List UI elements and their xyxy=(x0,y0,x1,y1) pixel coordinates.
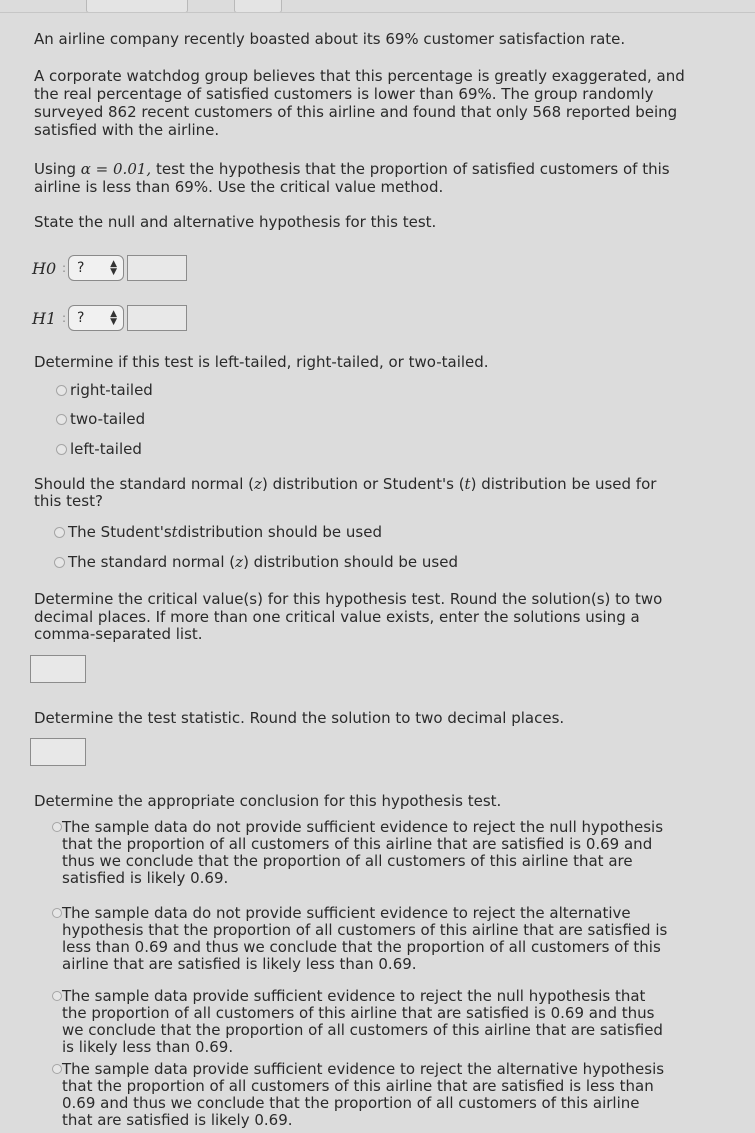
problem-intro: An airline company recently boasted about its 69% customer satisfaction rate. xyxy=(34,30,626,48)
h1-select-value: ? xyxy=(77,310,85,326)
radio-circle-icon[interactable] xyxy=(56,385,67,396)
test-statistic-prompt: Determine the test statistic. Round the solution to two decimal places. xyxy=(34,709,565,727)
using-rest: test the hypothesis that the proportion of satisfied customers of this xyxy=(151,160,670,178)
significance-line xyxy=(34,160,670,179)
distribution-option-z[interactable]: The standard normal ( z ) distribution should be used xyxy=(54,553,458,571)
h0-label: H0 xyxy=(32,258,57,278)
problem-paragraph-line: the real percentage of satisfied customers is lower than 69%. The group randomly xyxy=(34,85,654,103)
tail-option-two[interactable]: two-tailed xyxy=(56,410,145,428)
radio-circle-icon[interactable] xyxy=(56,444,67,455)
tail-option-left[interactable]: left-tailed xyxy=(56,440,142,458)
significance-line-2: airline is less than 69%. Use the critical value method. xyxy=(34,178,444,196)
tail-option-right[interactable]: right-tailed xyxy=(56,381,153,399)
radio-circle-icon[interactable] xyxy=(52,822,62,832)
conclusion-option-1[interactable]: The sample data do not provide sufficient evidence to reject the null hypothesis that the proportion of all customers of this airline that are satisfied is 0.69 and thus we conclude that the proportion of all customers of this airline that are satisfied is likely 0.69. xyxy=(62,819,663,887)
problem-paragraph-line: satisfied with the airline. xyxy=(34,121,220,139)
alpha-expression: α = 0.01, xyxy=(80,160,152,178)
h0-relation-select[interactable] xyxy=(68,255,124,281)
updown-arrows-icon: ▲ ▼ xyxy=(110,309,118,327)
problem-paragraph-line: surveyed 862 recent customers of this airline and found that only 568 reported being xyxy=(34,103,678,121)
updown-arrows-icon: ▲ ▼ xyxy=(110,259,118,277)
hypothesis-prompt: State the null and alternative hypothesis for this test. xyxy=(34,213,437,231)
radio-circle-icon[interactable] xyxy=(56,414,67,425)
radio-circle-icon[interactable] xyxy=(54,527,65,538)
radio-circle-icon[interactable] xyxy=(54,557,65,568)
problem-paragraph-line: A corporate watchdog group believes that this percentage is greatly exaggerated, and xyxy=(34,67,685,85)
radio-circle-icon[interactable] xyxy=(52,991,62,1001)
radio-circle-icon[interactable] xyxy=(52,908,62,918)
critical-prompt-line: decimal places. If more than one critical value exists, enter the solutions using a xyxy=(34,608,640,626)
h0-select-value: ? xyxy=(77,260,85,276)
h1-row: H1 : ? ▲ ▼ xyxy=(32,303,187,333)
critical-prompt-line: comma-separated list. xyxy=(34,625,203,643)
conclusion-option-2[interactable]: The sample data do not provide sufficient evidence to reject the alternative hypothesis that the proportion of all customers of this airline that are satisfied is less than 0.69 and thus we conclude that the proportion of all customers of this airline that are satisfied is likely less than 0.69. xyxy=(62,905,667,973)
distribution-prompt: Should the standard normal (z) distribution or Student's (t) distribution be used for xyxy=(34,475,657,493)
distribution-option-t[interactable]: The Student's t distribution should be used xyxy=(54,523,382,541)
test-statistic-input[interactable] xyxy=(30,738,86,766)
radio-circle-icon[interactable] xyxy=(52,1064,62,1074)
h1-label: H1 xyxy=(32,308,57,328)
conclusion-option-3[interactable]: The sample data provide sufficient evidence to reject the null hypothesis that the proportion of all customers of this airline that are satisfied is 0.69 and thus we conclude that the proportion of all customers of this airline that are satisfied is likely less than 0.69. xyxy=(62,988,663,1056)
critical-prompt-line: Determine the critical value(s) for this hypothesis test. Round the solution(s) to two xyxy=(34,590,663,608)
h1-value-input[interactable] xyxy=(127,305,187,331)
h0-value-input[interactable] xyxy=(127,255,187,281)
h1-relation-select[interactable] xyxy=(68,305,124,331)
conclusion-prompt: Determine the appropriate conclusion for this hypothesis test. xyxy=(34,792,502,810)
critical-value-input[interactable] xyxy=(30,655,86,683)
distribution-prompt-line-2: this test? xyxy=(34,492,103,510)
tail-prompt: Determine if this test is left-tailed, right-tailed, or two-tailed. xyxy=(34,353,489,371)
using-prefix: Using xyxy=(34,160,76,178)
conclusion-option-4[interactable]: The sample data provide sufficient evidence to reject the alternative hypothesis that the proportion of all customers of this airline that are satisfied is less than 0.69 and thus we conclude that the proportion of all customers of this airline that are satisfied is likely 0.69. xyxy=(62,1061,664,1129)
h0-row: H0 : ? ▲ ▼ xyxy=(32,253,187,283)
top-toolbar xyxy=(0,0,755,14)
